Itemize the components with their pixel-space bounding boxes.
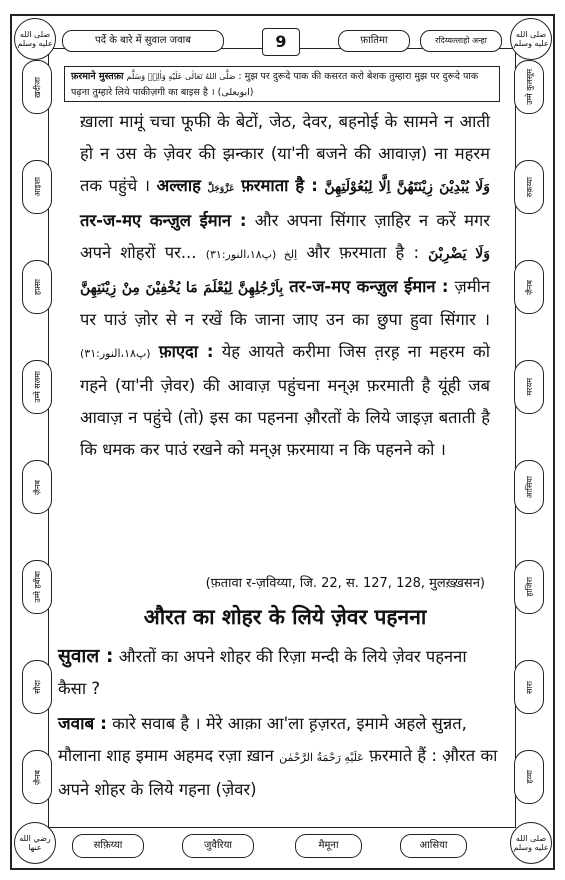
text-run: ज़मीन पर पाउं ज़ोर से न रखें कि जाना जाए उन का छुपा हुवा सिंगार ।	[80, 277, 490, 329]
side-oval: ज़ैनब	[22, 750, 52, 804]
allah-word: अल्लाह	[156, 176, 201, 195]
question	[58, 640, 498, 705]
hadith-notice	[64, 66, 500, 102]
question-label: सुवाल :	[58, 645, 114, 667]
corner-medallion: صلى الله عليه وسلم	[510, 822, 552, 864]
quran-reference: (پ۱۸،النور:۳۱)	[80, 347, 151, 360]
main-text	[80, 106, 490, 466]
faida-label: फ़ाएदा :	[158, 342, 214, 361]
quran-ayah: وَلَا يَضْرِبْنَ بِاَرْجُلِهِنَّ لِيُعْلَمَ مَا يُخْفِيْنَ مِنْ زِيْنَتِهِنَّ	[80, 246, 490, 296]
header-label: फ़ातिमा	[338, 30, 410, 52]
arabic-phrase: عَلَيْهِ رَحْمَةُ الرَّحْمٰن	[279, 751, 364, 764]
quran-ayah: وَلَا يُبْدِيْنَ زِيْنَتَهُنَّ اِلَّا لِبُعُوْلَتِهِنَّ	[324, 179, 491, 195]
paragraph	[80, 106, 490, 466]
answer-label: जवाब :	[58, 714, 107, 734]
side-oval: हाजिरा	[514, 560, 544, 614]
page-number: 9	[262, 28, 300, 56]
corner-medallion: صلى الله عليه وسلم	[510, 18, 552, 60]
header-label-right: रदिय्यल्लाहो अन्हा	[420, 30, 502, 52]
notice-arabic: صَلَّى اللهُ تَعَالٰی عَلَيْهِ وَاٰلِهٖ وَسَلَّم	[126, 72, 236, 81]
side-oval: ज़ैनब	[22, 460, 52, 514]
text-run: येह आयते करीमा जिस त़रह़ ना महरम को गहने (या'नी ज़ेवर) की आवाज़ पहुंचना मन्अ़ फ़रमाती है यूंही जब आवाज़ न पहुंचे (तो) इस का पहनना औ़रतों के लिये जाइज़ बताती है कि धमक कर पाउं रखने को मन्अ़ फ़रमाया न कि पहनने को ।	[80, 342, 490, 459]
footer-label: मैमूना	[295, 834, 362, 858]
side-oval: उम्मे सलमा	[22, 360, 52, 414]
answer	[58, 708, 498, 806]
side-oval: रुक़य्या	[514, 160, 544, 214]
notice-text: : मुझ पर दुरूदे पाक की कसरत करो बेशक तुम्हारा मुझ पर दुरूदे पाक पढ़ना तुम्हारे लिये पाकीज़गी का बाइस है । (ابويعلى)	[71, 71, 479, 98]
corner-medallion: رضي الله عنها	[14, 822, 56, 864]
side-oval: सारा	[514, 660, 544, 714]
footer-label: जुवैरिया	[182, 834, 254, 858]
notice-label: फ़रमाने मुस्तफ़ा	[71, 71, 124, 82]
arabic-phrase: عَزَّوَجَلَّ	[207, 184, 235, 194]
text-run: फ़रमाता है :	[241, 176, 318, 195]
translation-label: तर-ज-मए कन्ज़ुल ईमान :	[80, 211, 247, 230]
quran-reference: (پ۱۸،النور:۳۱) اِلخ	[205, 248, 298, 261]
translation-label: तर-ज-मए कन्ज़ुल ईमान :	[289, 277, 449, 296]
footer-label: सफ़िय्या	[72, 834, 144, 858]
answer-text: कारे सवाब है । मेरे आक़ा आ'ला ह़ज़रत, इमामे अहले सुन्नत, मौलाना शाह इमाम अहमद रज़ा ख़ान	[58, 714, 467, 765]
side-oval: मरयम	[514, 360, 544, 414]
header-title: पर्दे के बारे में सुवाल जवाब	[62, 30, 224, 52]
text-run: और फ़रमाता है :	[306, 243, 420, 262]
side-oval: उम्मे हबीबा	[22, 560, 52, 614]
side-oval: ज़ैनब	[514, 260, 544, 314]
section-heading: औरत का शोहर के लिये ज़ेवर पहनना	[143, 605, 427, 629]
side-oval: उम्मे कुलसूम	[514, 60, 544, 114]
side-oval: आसिया	[514, 460, 544, 514]
text-run: ख़ाला मामूं चचा फूफी के बेटों, जेठ, देवर, बहनोई के सामने न आती हो न उस के ज़ेवर की झन्कार (या'नी बजने की आवाज़) ना महरम तक पहुंचे ।	[80, 112, 490, 195]
citation: (फ़तावा र-ज़विय्या, जि. 22, स. 127, 128, मुलख़्ख़सन)	[205, 576, 485, 591]
side-oval: आइशा	[22, 160, 52, 214]
question-text: औरतों का अपने शोहर की रिज़ा मन्दी के लिये ज़ेवर पहनना कैसा ?	[58, 647, 467, 698]
side-oval: हफ़्सा	[22, 260, 52, 314]
side-oval: सौदा	[22, 660, 52, 714]
answer-text: फ़रमाते हैं : औ़रत का अपने शोहर के लिये गहना (ज़ेवर)	[58, 746, 498, 799]
side-oval: ख़दीजा	[22, 60, 52, 114]
text-run: और अपना सिंगार ज़ाहिर न करें मगर अपने शोहरों पर...	[80, 211, 491, 262]
corner-medallion: صلى الله عليه وسلم	[14, 18, 56, 60]
footer-label: आसिया	[400, 834, 467, 858]
side-oval: हव्वा	[514, 750, 544, 804]
